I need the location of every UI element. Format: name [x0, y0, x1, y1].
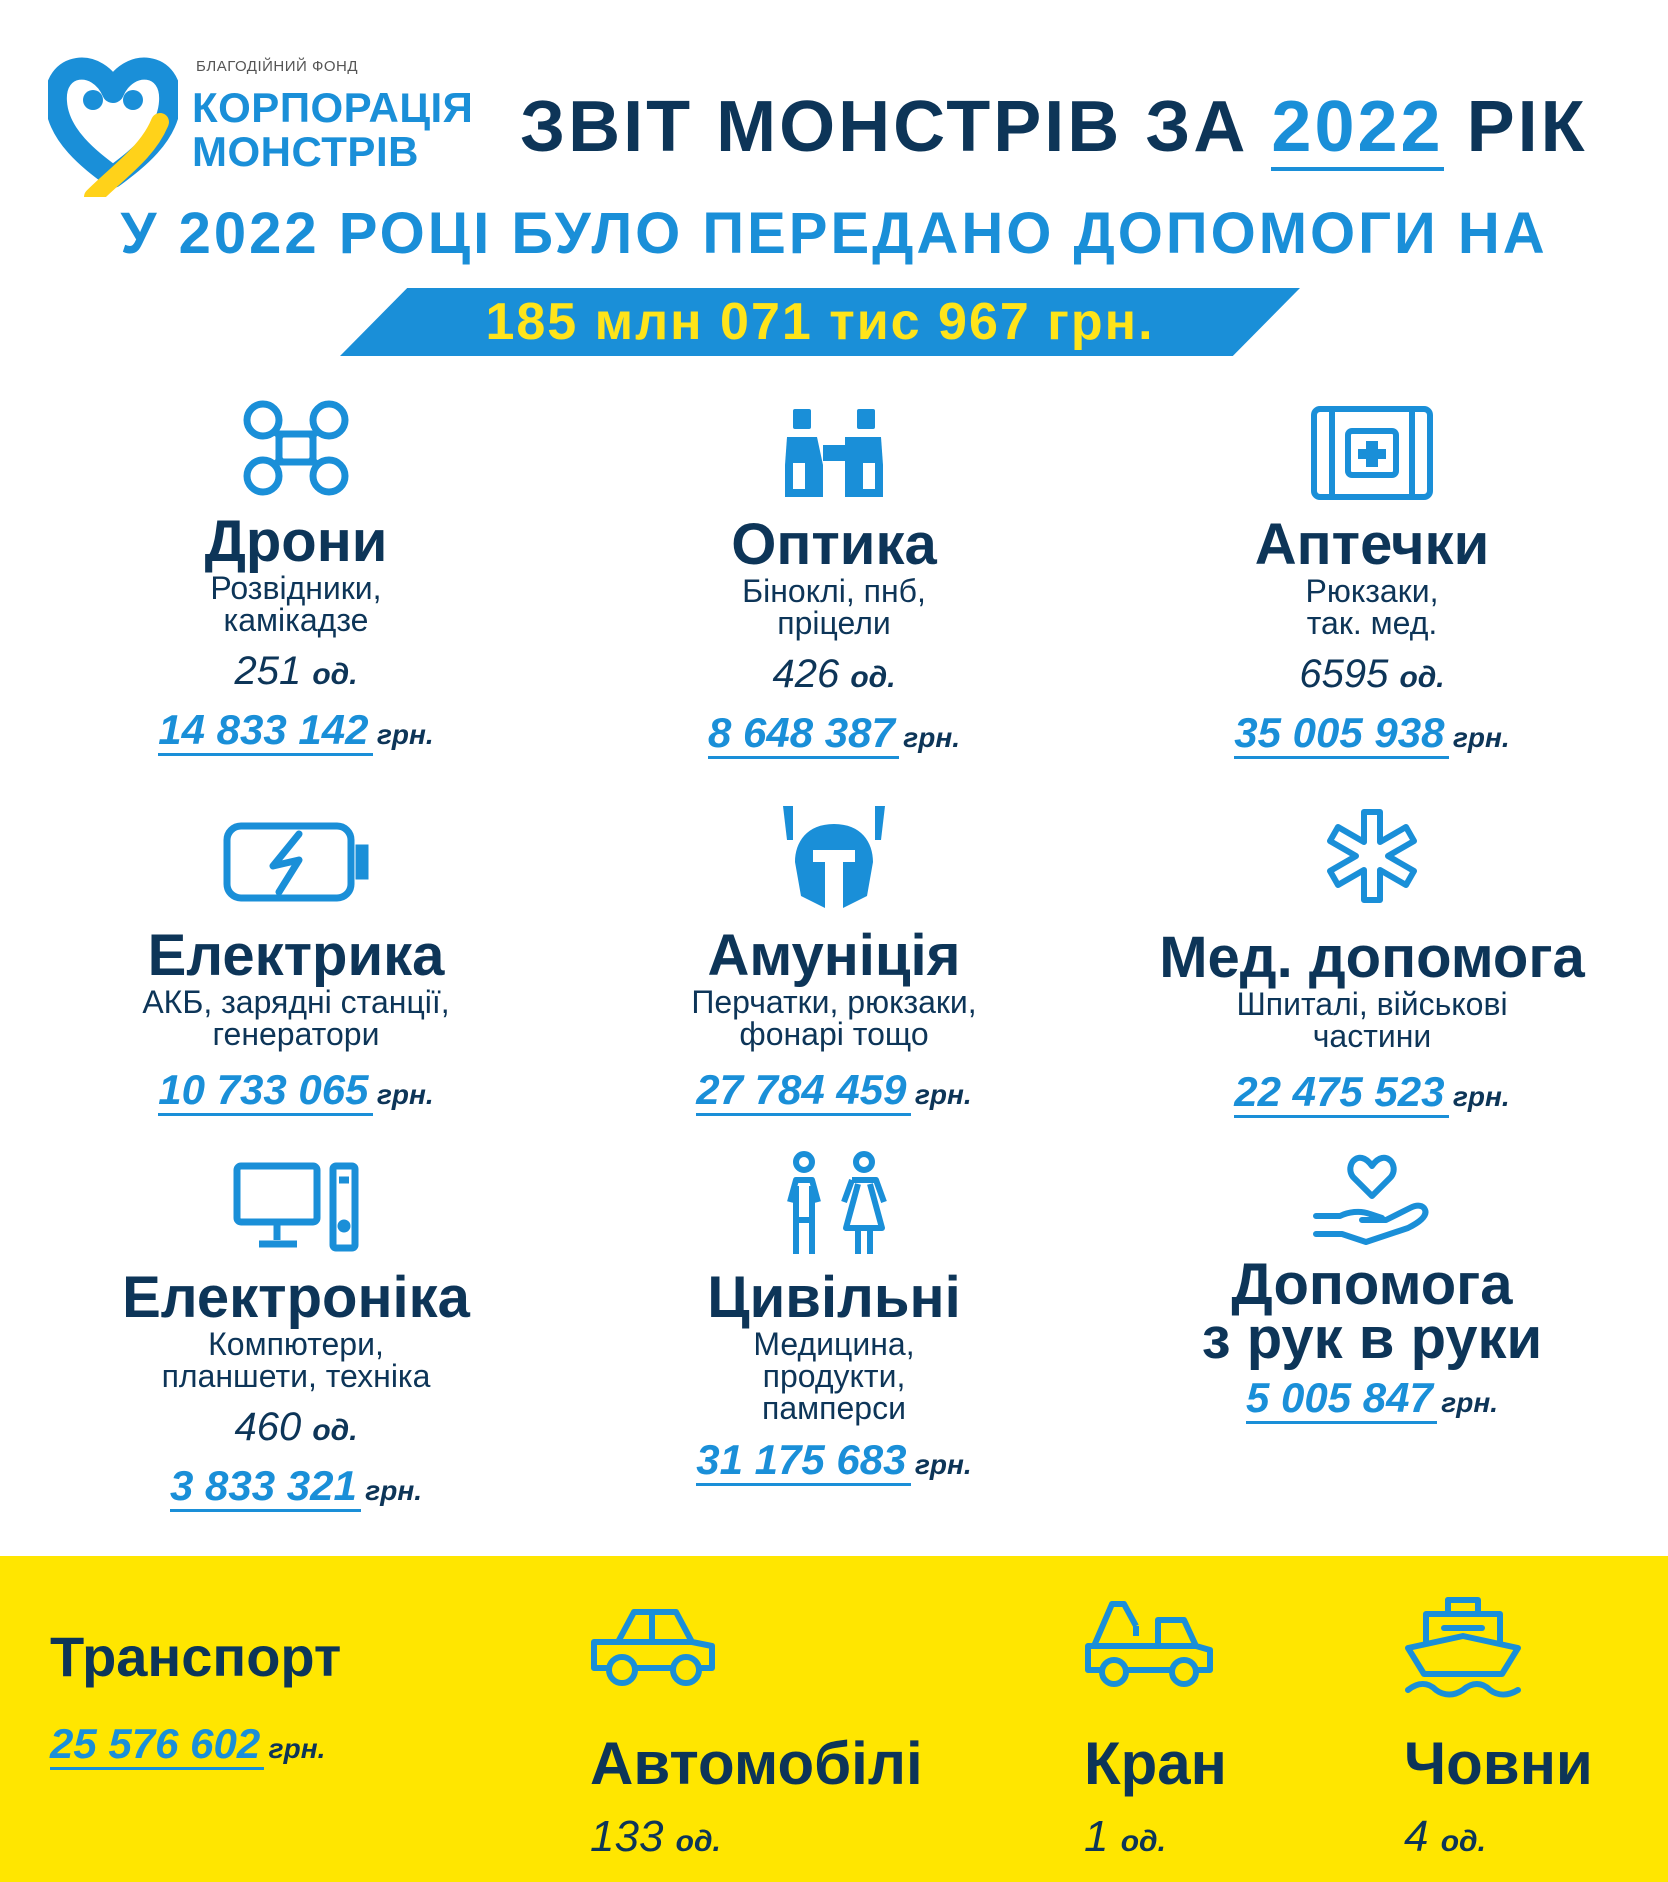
transport-amount: 25 576 602	[50, 1720, 264, 1770]
category-desc-line1: Компютери,	[208, 1326, 384, 1362]
units-label: од.	[312, 1414, 358, 1447]
category-electronics	[36, 1160, 556, 1520]
currency-label: грн.	[1452, 722, 1510, 753]
units-label: од.	[1120, 1825, 1166, 1858]
category-desc-line1: Перчатки, рюкзаки,	[691, 984, 977, 1020]
units-label: од.	[1399, 661, 1445, 694]
category-desc-line1: Шпиталі, військові	[1236, 986, 1508, 1022]
transport-sum	[50, 1720, 325, 1768]
vehicle-cars	[590, 1604, 923, 1862]
category-desc-line2: частини	[1312, 1018, 1432, 1054]
category-sum	[36, 1066, 556, 1124]
units-value: 426	[772, 652, 840, 696]
category-first-aid	[1112, 405, 1632, 767]
transport-title: Транспорт	[50, 1625, 342, 1688]
category-desc-line2: фонарі тощо	[739, 1016, 929, 1052]
subtitle: У 2022 РОЦІ БУЛО ПЕРЕДАНО ДОПОМОГИ НА	[120, 201, 1548, 266]
category-name: Амуніція	[707, 923, 961, 988]
vehicle-name: Човни	[1404, 1730, 1593, 1797]
currency-label: грн.	[914, 1449, 972, 1480]
amount-value: 35 005 938	[1234, 709, 1448, 759]
category-sum	[1112, 709, 1632, 767]
category-units	[36, 648, 556, 698]
category-sum	[574, 1066, 1094, 1124]
category-desc-line2: так. мед.	[1306, 605, 1438, 641]
vehicle-units	[590, 1812, 923, 1862]
category-name: Електрика	[147, 923, 445, 988]
vehicle-name: Автомобілі	[590, 1730, 923, 1797]
currency-label: грн.	[365, 1475, 423, 1506]
category-units	[574, 651, 1094, 701]
helmet-icon	[574, 806, 1094, 910]
category-desc-line2: камікадзе	[223, 602, 369, 638]
first-aid-kit-icon	[1112, 405, 1632, 501]
medical-star-icon	[1112, 808, 1632, 912]
units-value: 460	[234, 1405, 302, 1449]
currency-label: грн.	[376, 719, 434, 750]
amount-value: 10 733 065	[158, 1066, 372, 1116]
units-value: 133	[590, 1812, 664, 1861]
amount-value: 5 005 847	[1246, 1374, 1437, 1424]
units-label: од.	[850, 661, 896, 694]
category-desc-line2: генератори	[212, 1016, 380, 1052]
units-label: од.	[675, 1825, 721, 1858]
category-name: Цивільні	[707, 1265, 961, 1330]
page-title	[520, 86, 1588, 168]
vehicle-name: Кран	[1084, 1730, 1227, 1797]
units-value: 251	[234, 649, 302, 693]
category-electrics	[36, 820, 556, 1124]
category-desc-line1: Рюкзаки,	[1305, 573, 1439, 609]
category-sum	[1112, 1068, 1632, 1126]
amount-value: 3 833 321	[170, 1462, 361, 1512]
transport-currency: грн.	[268, 1733, 326, 1764]
units-label: од.	[1440, 1825, 1486, 1858]
category-desc-line2: пріцели	[777, 605, 891, 641]
category-units	[36, 1404, 556, 1454]
category-desc-line2: продукти,	[762, 1358, 906, 1394]
amount-value: 8 648 387	[708, 709, 899, 759]
amount-value: 14 833 142	[158, 706, 372, 756]
total-amount: 185 млн 071 тис 967 грн.	[485, 293, 1155, 351]
currency-label: грн.	[1452, 1081, 1510, 1112]
category-name: Мед. допомога	[1159, 925, 1585, 990]
category-units	[1112, 651, 1632, 701]
amount-value: 27 784 459	[696, 1066, 910, 1116]
logo-name-line2: МОНСТРІВ	[192, 128, 419, 175]
tow-truck-icon	[1084, 1596, 1227, 1699]
car-icon	[590, 1604, 923, 1699]
vehicle-boats	[1404, 1596, 1593, 1862]
category-name-line1: Допомога	[1231, 1252, 1513, 1317]
category-name: Дрони	[204, 509, 388, 574]
category-optics	[574, 405, 1094, 767]
units-value: 4	[1404, 1812, 1429, 1861]
category-desc-line1: АКБ, зарядні станції,	[142, 984, 450, 1020]
units-value: 6595	[1299, 652, 1389, 696]
currency-label: грн.	[914, 1079, 972, 1110]
category-ammunition	[574, 806, 1094, 1124]
logo-name-line1: КОРПОРАЦІЯ	[192, 84, 474, 131]
category-drones	[36, 398, 556, 764]
people-icon	[574, 1150, 1094, 1260]
category-hand-to-hand	[1112, 1152, 1632, 1432]
units-value: 1	[1084, 1812, 1109, 1861]
category-name: Аптечки	[1254, 512, 1490, 577]
vehicle-units	[1404, 1812, 1593, 1862]
category-sum	[36, 706, 556, 764]
amount-value: 31 175 683	[696, 1436, 910, 1486]
units-label: од.	[312, 658, 358, 691]
category-name: Оптика	[731, 512, 937, 577]
category-desc-line2: планшети, техніка	[161, 1358, 431, 1394]
binoculars-icon	[574, 405, 1094, 501]
currency-label: грн.	[1441, 1387, 1499, 1418]
amount-value: 22 475 523	[1234, 1068, 1448, 1118]
category-name: Електроніка	[122, 1265, 470, 1330]
heart-logo-icon	[48, 52, 178, 197]
category-medical-help	[1112, 808, 1632, 1126]
title-year: 2022	[1271, 87, 1443, 171]
title-after: РІК	[1466, 87, 1588, 167]
vehicle-units	[1084, 1812, 1227, 1862]
boat-icon	[1404, 1596, 1593, 1705]
battery-charging-icon	[36, 820, 556, 904]
category-sum	[36, 1462, 556, 1520]
category-sum	[574, 709, 1094, 767]
category-sum	[1112, 1374, 1632, 1432]
category-desc-line1: Біноклі, пнб,	[742, 573, 926, 609]
category-desc-line1: Медицина,	[753, 1326, 915, 1362]
category-sum	[574, 1436, 1094, 1494]
currency-label: грн.	[903, 722, 961, 753]
logo-subtitle: БЛАГОДІЙНИЙ ФОНД	[196, 58, 359, 75]
heart-hand-icon	[1112, 1152, 1632, 1248]
drone-icon	[36, 398, 556, 498]
title-before: ЗВІТ МОНСТРІВ ЗА	[520, 87, 1249, 167]
category-desc-line3: памперси	[762, 1390, 906, 1426]
category-name-line2: з рук в руки	[1201, 1306, 1543, 1371]
logo-name	[192, 86, 473, 174]
category-desc-line1: Розвідники,	[210, 570, 382, 606]
currency-label: грн.	[376, 1079, 434, 1110]
vehicle-crane	[1084, 1596, 1227, 1862]
computer-icon	[36, 1160, 556, 1254]
category-civilians	[574, 1150, 1094, 1494]
